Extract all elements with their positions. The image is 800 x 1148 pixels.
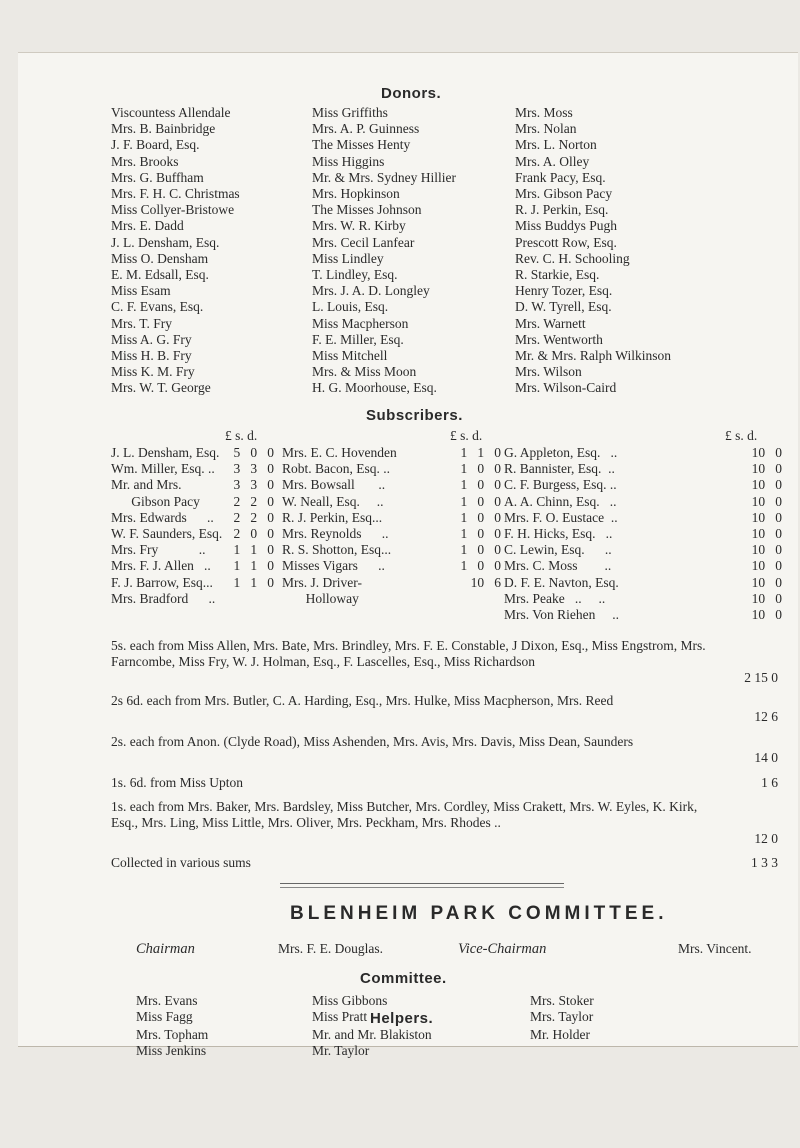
subscriber-amount: 10 0: [751, 590, 782, 606]
currency-header-2: £ s. d.: [450, 428, 483, 443]
subscribers-heading: Subscribers.: [366, 407, 463, 424]
donor-name: J. L. Densham, Esq.: [111, 234, 220, 250]
subscriber-name: A. A. Chinn, Esq. ..: [504, 493, 617, 509]
sum-text-6: Collected in various sums: [111, 855, 251, 870]
donor-name: Mrs. Warnett: [515, 315, 586, 331]
donor-name: Miss A. G. Fry: [111, 331, 192, 347]
donor-name: R. Starkie, Esq.: [515, 267, 600, 283]
donor-name: Mrs. Cecil Lanfear: [312, 234, 415, 250]
donor-name: Miss Griffiths: [312, 105, 388, 120]
donor-name: Miss O. Densham: [111, 250, 209, 266]
sum-text-1: 5s. each from Miss Allen, Mrs. Bate, Mrs. Brindley, Mrs. F. E. Constable, J Dixon, Esq., Miss Engstrom, Mrs. Farncombe, Miss Fry, W. J. Holman, Esq., F. Lascelles, Esq., Miss Richardson: [111, 638, 706, 669]
donor-name: Rev. C. H. Schooling: [515, 250, 630, 266]
donor-name: F. E. Miller, Esq.: [312, 331, 404, 347]
donors-column-2: [312, 105, 456, 397]
donor-name: Miss Macpherson: [312, 315, 409, 331]
subscriber-name: Mrs. F. J. Allen ..: [111, 558, 211, 574]
sum-amount-2: 12 6: [754, 709, 778, 724]
vice-chairman-name: Mrs. Vincent.: [678, 941, 752, 956]
donor-name: Mrs. F. H. C. Christmas: [111, 186, 240, 202]
helper-name: Mr. and Mr. Blakiston: [312, 1027, 432, 1042]
donor-name: J. F. Board, Esq.: [111, 137, 200, 153]
donor-name: Mrs. Moss: [515, 105, 573, 120]
subscriber-name: G. Appleton, Esq. ..: [504, 445, 618, 460]
helpers-column-1: [136, 1027, 208, 1059]
donor-name: Mrs. B. Bainbridge: [111, 121, 216, 137]
subscriber-amount: 1 0 0: [460, 542, 501, 558]
subscriber-name: C. Lewin, Esq. ..: [504, 542, 612, 558]
donor-name: Miss Mitchell: [312, 348, 388, 364]
donor-name: Mr. & Mrs. Sydney Hillier: [312, 169, 456, 185]
subscriber-amount: 10 0: [751, 461, 782, 477]
subscribers-names-1: [111, 445, 222, 607]
subscriber-name: Mrs. Edwards ..: [111, 509, 214, 525]
committee-member: Miss Fagg: [136, 1009, 193, 1025]
committee-column-1: [136, 993, 198, 1025]
subscriber-amount: 10 0: [751, 526, 782, 542]
vice-chairman-label: Vice-Chairman: [458, 941, 547, 957]
sum-text-4: 1s. 6d. from Miss Upton: [111, 775, 244, 790]
subscriber-amount: 10 0: [751, 607, 782, 623]
donor-name: R. J. Perkin, Esq.: [515, 202, 609, 218]
donor-name: Mrs. W. T. George: [111, 380, 211, 396]
subscriber-name: Gibson Pacy: [111, 493, 200, 509]
subscriber-amount: 2 0 0: [233, 526, 274, 542]
donor-name: Mrs. G. Buffham: [111, 169, 204, 185]
subscriber-name: Mrs. Bradford ..: [111, 590, 216, 606]
donor-name: Mrs. T. Fry: [111, 315, 173, 331]
subscribers-amounts-3: [734, 445, 782, 623]
donors-column-1: [111, 105, 240, 397]
subscriber-name: Mrs. F. O. Eustace ..: [504, 509, 618, 525]
sum-text-5: 1s. each from Mrs. Baker, Mrs. Bardsley, Miss Butcher, Mrs. Cordley, Miss Crakett, Mrs. W. Eyles, K. Kirk, Esq., Mrs. Ling, Miss Little, Mrs. Oliver, Mrs. Peckham, Mrs. Rhodes ..: [111, 799, 698, 830]
donor-name: Mrs. Nolan: [515, 121, 577, 137]
helper-name: Mr. Holder: [530, 1027, 590, 1042]
subscriber-name: Mr. and Mrs.: [111, 477, 182, 493]
committee-title: BLENHEIM PARK COMMITTEE.: [290, 903, 668, 924]
subscriber-amount: 10 0: [751, 574, 782, 590]
helper-name: Mrs. Topham: [136, 1027, 209, 1042]
subscriber-amount: 10 0: [751, 558, 782, 574]
donor-name: Mrs. L. Norton: [515, 137, 597, 153]
donor-name: Mrs. & Miss Moon: [312, 364, 417, 380]
subscriber-name: Mrs. Fry ..: [111, 542, 206, 558]
helpers-column-2: [312, 1027, 432, 1059]
donor-name: Prescott Row, Esq.: [515, 234, 617, 250]
donor-name: L. Louis, Esq.: [312, 299, 389, 315]
donor-name: Mrs. Wilson-Caird: [515, 380, 617, 396]
subscriber-amount: 1 0 0: [460, 558, 501, 574]
subscriber-amount: 1 0 0: [460, 477, 501, 493]
donor-name: Miss Lindley: [312, 250, 384, 266]
donor-name: Mrs. Wilson: [515, 364, 582, 380]
subscriber-amount: 1 1 0: [460, 445, 501, 460]
subscriber-amount: 10 0: [751, 477, 782, 493]
subscriber-name: J. L. Densham, Esq.: [111, 445, 220, 460]
sum-amount-5: 12 0: [754, 831, 778, 846]
subscriber-name: Misses Vigars ..: [282, 558, 385, 574]
subscriber-name: W. F. Saunders, Esq.: [111, 526, 223, 542]
helper-name: Mr. Taylor: [312, 1043, 370, 1059]
subscriber-name: R. Bannister, Esq. ..: [504, 461, 615, 477]
donor-name: Miss Higgins: [312, 153, 385, 169]
subscriber-name: Mrs. J. Driver-: [282, 574, 362, 590]
subscriber-amount: 10 0: [751, 493, 782, 509]
helper-name: Miss Jenkins: [136, 1043, 207, 1059]
subscriber-name: W. Neall, Esq. ..: [282, 493, 384, 509]
document-page: [18, 52, 798, 1059]
helpers-column-3: [530, 1027, 590, 1043]
subscribers-amounts-1: [226, 445, 274, 591]
donor-name: Miss K. M. Fry: [111, 364, 195, 380]
donor-name: Mrs. Wentworth: [515, 331, 603, 347]
subscriber-name: D. F. E. Navton, Esq.: [504, 574, 619, 590]
subscriber-name: Holloway: [282, 590, 359, 606]
chairman-label: Chairman: [136, 941, 195, 957]
subscriber-name: Mrs. Bowsall ..: [282, 477, 386, 493]
committee-column-3: [530, 993, 594, 1025]
subscriber-name: Robt. Bacon, Esq. ..: [282, 461, 390, 477]
currency-header-3: £ s. d.: [725, 428, 758, 443]
donor-name: H. G. Moorhouse, Esq.: [312, 380, 437, 396]
subscriber-name: F. J. Barrow, Esq...: [111, 574, 213, 590]
subscriber-amount: 10 6: [470, 574, 501, 590]
donor-name: Mrs. Hopkinson: [312, 186, 400, 202]
donor-name: C. F. Evans, Esq.: [111, 299, 204, 315]
donors-heading: Donors.: [381, 85, 442, 102]
sum-amount-4: 1 6: [761, 775, 778, 790]
subscriber-amount: 1 0 0: [460, 461, 501, 477]
subscriber-name: Mrs. C. Moss ..: [504, 558, 612, 574]
committee-member: Mrs. Taylor: [530, 1009, 594, 1025]
donor-name: The Misses Johnson: [312, 202, 422, 218]
donor-name: Henry Tozer, Esq.: [515, 283, 613, 299]
donor-name: Miss Esam: [111, 283, 171, 299]
committee-member: Miss Gibbons: [312, 993, 388, 1008]
subscriber-name: F. H. Hicks, Esq. ..: [504, 526, 613, 542]
donor-name: Mrs. Brooks: [111, 153, 179, 169]
committee-member: Mrs. Stoker: [530, 993, 594, 1008]
committee-member: Miss Pratt: [312, 1009, 368, 1025]
sum-text-2: 2s 6d. each from Mrs. Butler, C. A. Harding, Esq., Mrs. Hulke, Miss Macpherson, Mrs. Reed: [111, 693, 614, 708]
donor-name: Mrs. A. P. Guinness: [312, 121, 420, 137]
subscriber-name: Mrs. E. C. Hovenden: [282, 445, 397, 460]
subscribers-names-3: [504, 445, 619, 623]
donor-name: Mr. & Mrs. Ralph Wilkinson: [515, 348, 671, 364]
subscriber-amount: 1 1 0: [233, 558, 274, 574]
subscriber-name: C. F. Burgess, Esq. ..: [504, 477, 617, 493]
donor-name: E. M. Edsall, Esq.: [111, 267, 209, 283]
donor-name: Miss Collyer-Bristowe: [111, 202, 235, 218]
subscriber-amount: 10 0: [751, 445, 782, 460]
donor-name: Mrs. Gibson Pacy: [515, 186, 613, 202]
subscribers-names-2: [282, 445, 397, 607]
subscriber-amount: 3 3 0: [233, 477, 274, 493]
donor-name: Viscountess Allendale: [111, 105, 231, 120]
donor-name: The Misses Henty: [312, 137, 411, 153]
donor-name: Miss Buddys Pugh: [515, 218, 618, 234]
subscriber-name: Mrs. Von Riehen ..: [504, 607, 620, 623]
subscriber-amount: 10 0: [751, 509, 782, 525]
subscriber-amount: 1 0 0: [460, 509, 501, 525]
committee-heading: Committee.: [360, 970, 447, 987]
donor-name: Miss H. B. Fry: [111, 348, 192, 364]
helpers-heading: Helpers.: [370, 1010, 434, 1027]
subscriber-amount: 10 0: [751, 542, 782, 558]
divider-rule-top: [280, 883, 564, 884]
divider-rule-bottom: [280, 887, 564, 888]
subscriber-amount: 3 3 0: [233, 461, 274, 477]
subscriber-amount: 1 0 0: [460, 526, 501, 542]
subscriber-amount: 1 0 0: [460, 493, 501, 509]
donor-name: Mrs. E. Dadd: [111, 218, 184, 234]
donor-name: T. Lindley, Esq.: [312, 267, 398, 283]
subscriber-amount: 2 2 0: [233, 509, 274, 525]
donor-name: Mrs. A. Olley: [515, 153, 590, 169]
subscriber-name: Mrs. Reynolds ..: [282, 526, 389, 542]
chairman-name: Mrs. F. E. Douglas.: [278, 941, 384, 956]
subscriber-amount: 1 1 0: [233, 574, 274, 590]
sum-amount-1: 2 15 0: [744, 670, 778, 685]
sum-amount-3: 14 0: [754, 750, 778, 765]
sum-text-3: 2s. each from Anon. (Clyde Road), Miss Ashenden, Mrs. Avis, Mrs. Davis, Miss Dean, Saunders: [111, 734, 634, 749]
subscriber-amount: 5 0 0: [233, 445, 274, 460]
subscriber-amount: 1 1 0: [233, 542, 274, 558]
donor-name: Frank Pacy, Esq.: [515, 169, 606, 185]
donor-name: Mrs. W. R. Kirby: [312, 218, 406, 234]
currency-header-1: £ s. d.: [225, 428, 258, 443]
subscribers-amounts-2: [449, 445, 501, 591]
sum-amount-6: 1 3 3: [751, 855, 778, 870]
donor-name: Mrs. J. A. D. Longley: [312, 283, 430, 299]
donor-name: D. W. Tyrell, Esq.: [515, 299, 612, 315]
subscriber-name: R. S. Shotton, Esq...: [282, 542, 392, 558]
donors-column-3: [515, 105, 671, 397]
subscriber-name: R. J. Perkin, Esq...: [282, 509, 383, 525]
subscriber-amount: 2 2 0: [233, 493, 274, 509]
subscriber-name: Wm. Miller, Esq. ..: [111, 461, 215, 477]
committee-member: Mrs. Evans: [136, 993, 198, 1008]
subscriber-name: Mrs. Peake .. ..: [504, 590, 606, 606]
